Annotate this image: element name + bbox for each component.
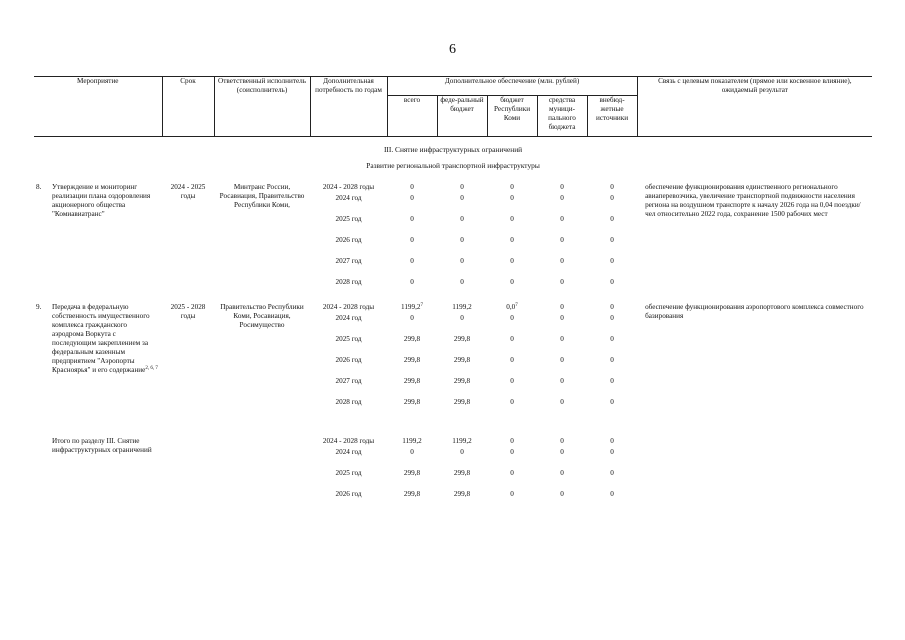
extrabudget-cell-value: 0 [610, 334, 614, 343]
executor-cell [214, 437, 310, 511]
federal-cell [437, 303, 487, 314]
republic-cell [487, 448, 537, 469]
federal-cell-value: 0 [460, 313, 464, 322]
federal-cell [437, 335, 487, 356]
municipal-cell [537, 215, 587, 236]
federal-cell-value: 299,8 [453, 355, 471, 364]
footnote-ref: 7 [420, 302, 424, 308]
extrabudget-cell [587, 215, 637, 236]
period-cell [310, 335, 387, 356]
row-number [34, 437, 50, 511]
extrabudget-cell-value: 0 [610, 447, 614, 456]
extrabudget-cell-value: 0 [610, 489, 614, 498]
extrabudget-cell [587, 335, 637, 356]
republic-cell [487, 215, 537, 236]
period-cell-value: 2026 год [335, 355, 362, 364]
republic-cell [487, 398, 537, 419]
republic-cell [487, 437, 537, 448]
federal-cell [437, 398, 487, 419]
republic-cell-value: 0 [510, 214, 514, 223]
total-cell-value: 299,8 [403, 355, 421, 364]
federal-cell [437, 257, 487, 278]
extrabudget-cell [587, 303, 637, 314]
municipal-cell [537, 377, 587, 398]
total-cell-value: 0 [410, 447, 414, 456]
federal-cell [437, 377, 487, 398]
federal-cell [437, 437, 487, 448]
total-cell-value: 1199,2 [401, 302, 421, 311]
total-cell [387, 257, 437, 278]
result-cell: обеспечение функционирования единственного регионального авиаперевозчика, увеличение транспортной подвижности населения региона на воздушном транспорте к началу 2026 года на 0,04 поездки/чел относительно 2022 года, сохранение 1500 рабочих мест [645, 182, 861, 218]
period-cell [310, 236, 387, 257]
extrabudget-cell [587, 377, 637, 398]
extrabudget-cell [587, 278, 637, 299]
total-cell [387, 469, 437, 490]
total-cell [387, 398, 437, 419]
municipal-cell [537, 437, 587, 448]
extrabudget-cell [587, 437, 637, 448]
period-cell-value: 2026 год [335, 489, 362, 498]
total-cell [387, 377, 437, 398]
total-cell-value: 299,8 [403, 468, 421, 477]
extrabudget-cell-value: 0 [610, 182, 614, 191]
extrabudget-cell-value: 0 [610, 214, 614, 223]
federal-cell-value: 299,8 [453, 334, 471, 343]
result-cell: обеспечение функционирования аэропортового комплекса совместного базирования [645, 302, 864, 320]
period-cell [310, 398, 387, 419]
municipal-cell [537, 448, 587, 469]
period-cell [310, 437, 387, 448]
republic-cell-value: 0 [510, 182, 514, 191]
period-cell-value: 2027 год [335, 256, 362, 265]
republic-cell-value: 0 [510, 436, 514, 445]
federal-cell-value: 0 [460, 182, 464, 191]
period-cell [310, 194, 387, 215]
republic-cell-value: 0 [510, 447, 514, 456]
total-cell [387, 278, 437, 299]
extrabudget-cell-value: 0 [610, 256, 614, 265]
extrabudget-cell-value: 0 [610, 235, 614, 244]
federal-cell [437, 194, 487, 215]
federal-cell [437, 215, 487, 236]
republic-cell-value: 0 [510, 376, 514, 385]
total-cell-value: 0 [410, 277, 414, 286]
footnote-ref: 7 [515, 302, 518, 308]
municipal-cell [537, 335, 587, 356]
table-row [34, 437, 872, 448]
total-cell-value: 0 [410, 182, 414, 191]
extrabudget-cell [587, 448, 637, 469]
total-cell-value: 0 [410, 193, 414, 202]
federal-cell-value: 0 [460, 447, 464, 456]
period-cell [310, 490, 387, 511]
extrabudget-cell [587, 356, 637, 377]
extrabudget-cell [587, 183, 637, 194]
extrabudget-cell-value: 0 [610, 355, 614, 364]
total-cell [387, 236, 437, 257]
municipal-cell-value: 0 [560, 397, 564, 406]
republic-cell [487, 194, 537, 215]
republic-cell [487, 278, 537, 299]
federal-cell [437, 183, 487, 194]
period-cell [310, 314, 387, 335]
municipal-cell-value: 0 [560, 313, 564, 322]
extrabudget-cell-value: 0 [610, 376, 614, 385]
total-cell [387, 356, 437, 377]
event-text: Утверждение и мониторинг реализации плана оздоровления акционерного общества "Комиавиатранс" [52, 182, 151, 218]
header-federal: феде-ральный бюджет [437, 96, 487, 137]
municipal-cell [537, 194, 587, 215]
federal-cell-value: 299,8 [453, 489, 471, 498]
total-cell-value: 299,8 [403, 489, 421, 498]
municipal-cell [537, 314, 587, 335]
event-text: Итого по разделу III. Снятие инфраструктурных ограничений [52, 436, 152, 454]
municipal-cell-value: 0 [560, 182, 564, 191]
extrabudget-cell [587, 469, 637, 490]
total-cell-value: 299,8 [403, 397, 421, 406]
municipal-cell-value: 0 [560, 334, 564, 343]
republic-cell [487, 303, 537, 314]
municipal-cell [537, 278, 587, 299]
executor-cell: Минтранс России, Росавиация, Правительство Республики Коми, [219, 182, 305, 209]
footnote-ref: 2, 6, 7 [145, 365, 158, 371]
republic-cell-value: 0 [510, 313, 514, 322]
term-cell [162, 437, 214, 511]
republic-cell-value: 0 [510, 489, 514, 498]
period-cell [310, 469, 387, 490]
extrabudget-cell [587, 236, 637, 257]
municipal-cell-value: 0 [560, 235, 564, 244]
municipal-cell-value: 0 [560, 256, 564, 265]
municipal-cell [537, 398, 587, 419]
municipal-cell-value: 0 [560, 214, 564, 223]
republic-cell-value: 0 [510, 256, 514, 265]
header-total: всего [387, 96, 437, 137]
row-number: 8. [36, 182, 42, 191]
federal-cell-value: 0 [460, 214, 464, 223]
period-cell-value: 2028 год [335, 277, 362, 286]
period-cell-value: 2028 год [335, 397, 362, 406]
extrabudget-cell-value: 0 [610, 193, 614, 202]
total-cell [387, 335, 437, 356]
period-cell [310, 278, 387, 299]
extrabudget-cell [587, 490, 637, 511]
republic-cell-value: 0,0 [506, 302, 516, 311]
total-cell [387, 215, 437, 236]
republic-cell [487, 257, 537, 278]
total-cell-value: 0 [410, 235, 414, 244]
federal-cell [437, 314, 487, 335]
extrabudget-cell-value: 0 [610, 277, 614, 286]
total-cell-value: 0 [410, 214, 414, 223]
term-cell: 2025 - 2028 годы [170, 302, 206, 320]
municipal-cell [537, 257, 587, 278]
total-cell-value: 299,8 [403, 334, 421, 343]
total-cell [387, 183, 437, 194]
header-republic: бюджет Республики Коми [487, 96, 537, 137]
republic-cell [487, 236, 537, 257]
period-cell-value: 2026 год [335, 235, 362, 244]
federal-cell-value: 0 [460, 256, 464, 265]
period-cell [310, 257, 387, 278]
municipal-cell-value: 0 [560, 489, 564, 498]
republic-cell [487, 356, 537, 377]
period-cell-value: 2024 - 2028 годы [322, 302, 375, 311]
total-cell-value: 0 [410, 256, 414, 265]
period-cell-value: 2024 год [335, 313, 362, 322]
municipal-cell-value: 0 [560, 277, 564, 286]
executor-cell: Правительство Республики Коми, Росавиация, Росимущество [220, 302, 304, 329]
municipal-cell-value: 0 [560, 447, 564, 456]
subsection-title: Развитие региональной транспортной инфраструктуры [366, 160, 540, 170]
header-need: Дополнительная потребность по годам [310, 77, 387, 137]
federal-cell-value: 0 [460, 235, 464, 244]
page-number: 6 [449, 42, 456, 57]
republic-cell [487, 490, 537, 511]
period-cell [310, 377, 387, 398]
period-cell-value: 2025 год [335, 334, 362, 343]
republic-cell-value: 0 [510, 193, 514, 202]
republic-cell [487, 314, 537, 335]
municipal-cell-value: 0 [560, 468, 564, 477]
period-cell-value: 2024 год [335, 447, 362, 456]
federal-cell-value: 1199,2 [452, 302, 472, 311]
federal-cell [437, 236, 487, 257]
total-cell-value: 1199,2 [402, 436, 422, 445]
period-cell-value: 2024 - 2028 годы [322, 182, 375, 191]
municipal-cell [537, 469, 587, 490]
period-cell [310, 215, 387, 236]
federal-cell [437, 448, 487, 469]
republic-cell [487, 377, 537, 398]
header-executor: Ответственный исполнитель (соисполнитель) [214, 77, 310, 137]
term-cell: 2024 - 2025 годы [170, 182, 206, 200]
federal-cell-value: 299,8 [453, 397, 471, 406]
table-row [34, 303, 872, 314]
federal-cell-value: 0 [460, 193, 464, 202]
total-cell [387, 194, 437, 215]
period-cell [310, 356, 387, 377]
federal-cell-value: 299,8 [453, 376, 471, 385]
total-cell [387, 314, 437, 335]
federal-cell [437, 469, 487, 490]
republic-cell [487, 335, 537, 356]
period-cell [310, 303, 387, 314]
federal-cell-value: 1199,2 [452, 436, 472, 445]
extrabudget-cell-value: 0 [610, 302, 614, 311]
republic-cell-value: 0 [510, 334, 514, 343]
extrabudget-cell [587, 398, 637, 419]
federal-cell-value: 299,8 [453, 468, 471, 477]
municipal-cell-value: 0 [560, 436, 564, 445]
total-cell-value: 0 [410, 313, 414, 322]
period-cell-value: 2025 год [335, 214, 362, 223]
row-number: 9. [36, 302, 42, 311]
result-cell [637, 437, 872, 511]
total-cell [387, 490, 437, 511]
republic-cell [487, 183, 537, 194]
extrabudget-cell-value: 0 [610, 397, 614, 406]
republic-cell-value: 0 [510, 355, 514, 364]
header-term: Срок [162, 77, 214, 137]
republic-cell-value: 0 [510, 397, 514, 406]
extrabudget-cell-value: 0 [610, 313, 614, 322]
period-cell-value: 2027 год [335, 376, 362, 385]
event-cell [50, 303, 162, 419]
municipal-cell [537, 183, 587, 194]
federal-cell-value: 0 [460, 277, 464, 286]
measures-table [34, 76, 872, 511]
event-text: Передача в федеральную собственность имущественного комплекса гражданского аэродрома Воркута с последующим закреплением за федеральным казенным предприятием "Аэропорты Красноярья" и его содержание [52, 302, 150, 374]
extrabudget-cell-value: 0 [610, 468, 614, 477]
header-extrabudget: внебюд-жетные источники [587, 96, 637, 137]
municipal-cell-value: 0 [560, 193, 564, 202]
header-indicator: Связь с целевым показателем (прямое или косвенное влияние), ожидаемый результат [637, 77, 872, 137]
municipal-cell [537, 490, 587, 511]
table-row [34, 183, 872, 194]
republic-cell-value: 0 [510, 277, 514, 286]
period-cell-value: 2024 год [335, 193, 362, 202]
municipal-cell [537, 303, 587, 314]
total-cell-value: 299,8 [403, 376, 421, 385]
extrabudget-cell [587, 314, 637, 335]
period-cell-value: 2024 - 2028 годы [322, 436, 375, 445]
municipal-cell-value: 0 [560, 376, 564, 385]
period-cell [310, 448, 387, 469]
municipal-cell-value: 0 [560, 355, 564, 364]
municipal-cell [537, 356, 587, 377]
table-header [34, 77, 872, 137]
extrabudget-cell [587, 194, 637, 215]
header-municipal: средства муници-пального бюджета [537, 96, 587, 137]
federal-cell [437, 490, 487, 511]
municipal-cell-value: 0 [560, 302, 564, 311]
header-event: Мероприятие [34, 77, 162, 137]
total-cell [387, 303, 437, 314]
total-cell [387, 448, 437, 469]
extrabudget-cell [587, 257, 637, 278]
republic-cell-value: 0 [510, 468, 514, 477]
header-additional-funding: Дополнительное обеспечение (млн. рублей) [387, 77, 637, 96]
municipal-cell [537, 236, 587, 257]
federal-cell [437, 278, 487, 299]
event-cell [50, 183, 162, 299]
period-cell [310, 183, 387, 194]
event-cell [50, 437, 162, 511]
federal-cell [437, 356, 487, 377]
republic-cell [487, 469, 537, 490]
section-title: III. Снятие инфраструктурных ограничений [383, 144, 523, 154]
extrabudget-cell-value: 0 [610, 436, 614, 445]
total-cell [387, 437, 437, 448]
republic-cell-value: 0 [510, 235, 514, 244]
period-cell-value: 2025 год [335, 468, 362, 477]
